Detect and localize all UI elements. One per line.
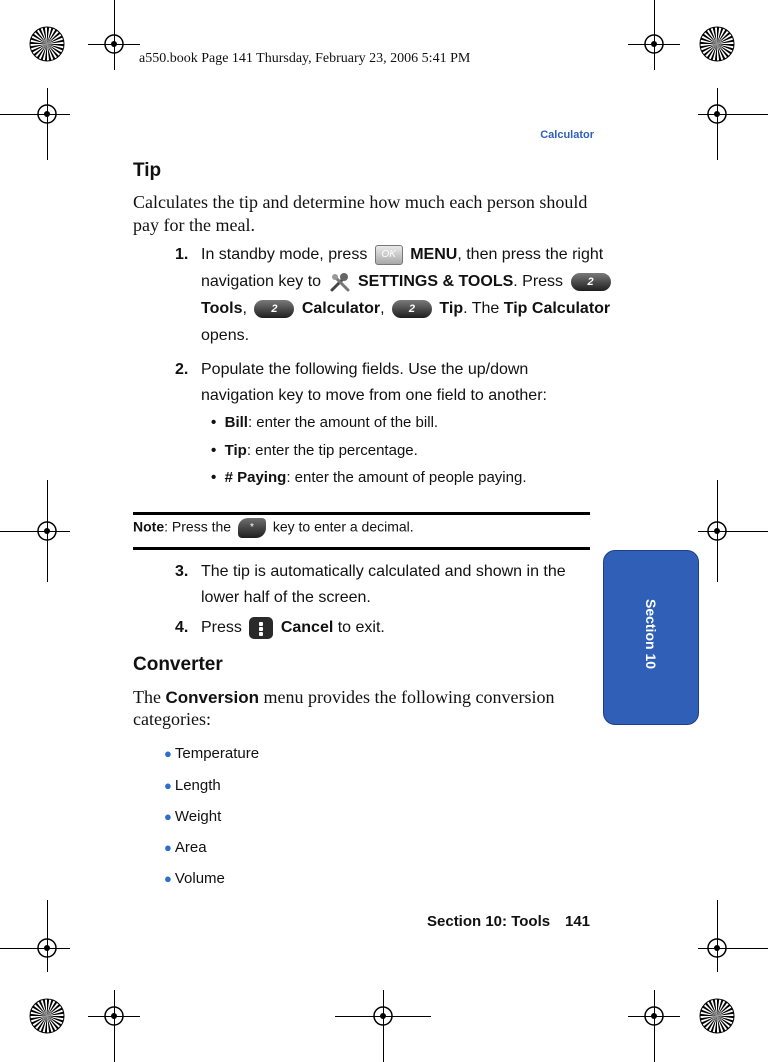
step-4-number: 4.: [175, 619, 189, 636]
step-4-line: Press Cancel to exit.: [201, 614, 385, 641]
step-1-line-2: navigation key to SETTINGS & TOOLS. Press 2: [201, 268, 601, 295]
converter-item-weight: ● Weight: [164, 808, 222, 825]
step-1-line-3: Tools, 2 Calculator, 2 Tip. The Tip Calculator: [201, 300, 611, 317]
key-2-icon: 2: [571, 273, 611, 291]
converter-item-length: ● Length: [164, 777, 221, 794]
field-bullet-bill: • Bill: enter the amount of the bill.: [211, 414, 439, 431]
step-1-line-4: opens.: [201, 327, 250, 344]
star-key-icon: *: [238, 518, 266, 538]
note: Note: Press the * key to enter a decimal.: [133, 518, 414, 538]
tip-heading: Tip: [133, 160, 162, 181]
settings-tools-icon: [329, 271, 351, 293]
step-2-line-1: Populate the following fields. Use the up/down: [201, 361, 529, 378]
step-2-number: 2.: [175, 361, 189, 378]
converter-heading: Converter: [133, 654, 223, 675]
step-3-line-2: lower half of the screen.: [201, 589, 371, 606]
step-3-number: 3.: [175, 563, 189, 580]
key-2-icon: 2: [254, 300, 294, 318]
step-1-line-1: In standby mode, press OK MENU, then press the right: [201, 246, 604, 263]
ok-key-icon: OK: [375, 245, 403, 265]
section-tab: [603, 550, 699, 725]
file-slug: a550.book Page 141 Thursday, February 23, 2006 5:41 PM: [139, 51, 471, 66]
key-2-icon: 2: [392, 300, 432, 318]
section-tab-label: Section 10: [643, 598, 659, 670]
right-soft-key-icon: [249, 617, 273, 639]
step-1-number: 1.: [175, 246, 189, 263]
page-number: 141: [565, 913, 591, 930]
field-bullet-tip: • Tip: enter the tip percentage.: [211, 442, 418, 459]
converter-item-area: ● Area: [164, 839, 207, 856]
note-rule-bottom: [133, 547, 590, 550]
running-title: Calculator: [540, 129, 594, 141]
converter-intro: The Conversion menu provides the following conversion: [133, 687, 555, 707]
footer-section: Section 10: Tools: [427, 913, 551, 930]
field-bullet-paying: • # Paying: enter the amount of people paying.: [211, 469, 527, 486]
step-3-line-1: The tip is automatically calculated and shown in the: [201, 563, 566, 580]
converter-intro-line-2: categories:: [133, 709, 211, 729]
converter-item-volume: ● Volume: [164, 870, 225, 887]
step-2-line-2: navigation key to move from one field to another:: [201, 387, 547, 404]
converter-item-temperature: ● Temperature: [164, 745, 260, 762]
note-rule-top: [133, 512, 590, 515]
tip-intro: Calculates the tip and determine how much each person should pay for the meal.: [133, 192, 588, 235]
